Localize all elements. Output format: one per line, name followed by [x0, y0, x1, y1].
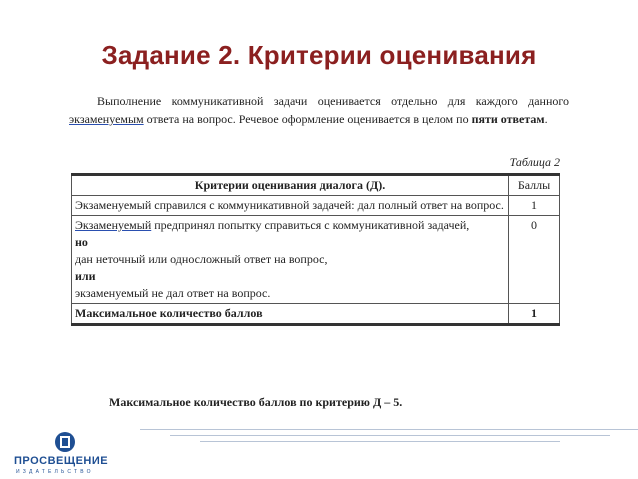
row1-points: 1	[509, 196, 560, 216]
header-points: Баллы	[509, 175, 560, 196]
table-row	[72, 216, 560, 304]
row2-criterion	[72, 216, 509, 304]
intro-underlined-word: экзаменуемым	[69, 112, 144, 126]
intro-text-end: .	[544, 112, 548, 126]
row1-criterion: Экзаменуемый справился с коммуникативной задачей: дал полный ответ на вопрос.	[72, 196, 509, 216]
table-total-row	[72, 304, 560, 325]
row2-points: 0	[509, 216, 560, 304]
row2-line3: экзаменуемый не дал ответ на вопрос.	[75, 286, 271, 300]
intro-paragraph	[69, 92, 569, 128]
publisher-logo-subtitle: ИЗДАТЕЛЬСТВО	[16, 469, 94, 475]
criteria-table	[71, 173, 560, 326]
publisher-logo-icon	[54, 431, 76, 453]
table-row	[72, 196, 560, 216]
footer-band	[0, 425, 638, 479]
total-points: 1	[509, 304, 560, 325]
row2-line1: предпринял попытку справиться с коммуникативной задачей,	[151, 218, 470, 232]
row2-underlined-word: Экзаменуемый	[75, 218, 152, 232]
row2-conj-no: но	[75, 235, 88, 249]
max-score-note: Максимальное количество баллов по критерию Д – 5.	[109, 395, 403, 409]
total-label: Максимальное количество баллов	[72, 304, 509, 325]
table-caption: Таблица 2	[509, 155, 560, 169]
table-header-row	[72, 175, 560, 196]
row2-line2: дан неточный или односложный ответ на вопрос,	[75, 252, 328, 266]
footer-deco-line	[200, 441, 560, 442]
footer-deco-line	[140, 429, 638, 430]
intro-text-1: Выполнение коммуникативной задачи оценивается отдельно для каждого данного	[97, 94, 569, 108]
intro-bold-phrase: пяти ответам	[471, 112, 545, 126]
slide-title: Задание 2. Критерии оценивания	[101, 40, 537, 70]
header-criteria: Критерии оценивания диалога (Д).	[72, 175, 509, 196]
row2-conj-ili: или	[75, 269, 96, 283]
intro-text-2: ответа на вопрос. Речевое оформление оценивается в целом по	[143, 112, 472, 126]
document-scan	[61, 87, 576, 415]
footer-deco-line	[170, 435, 610, 436]
publisher-logo-name: ПРОСВЕЩЕНИЕ	[14, 455, 109, 467]
